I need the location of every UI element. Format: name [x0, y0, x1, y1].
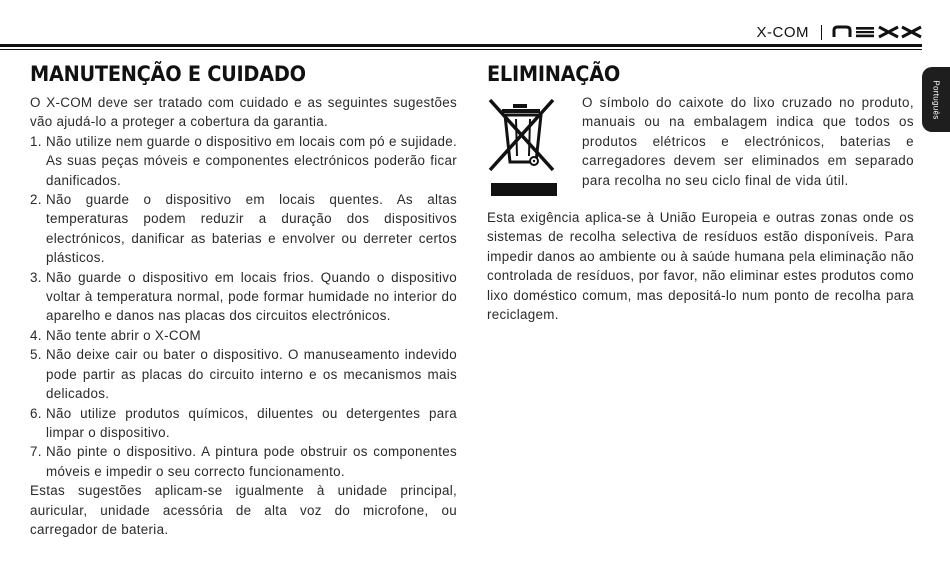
language-tab	[922, 67, 950, 132]
list-item: 3. Não guarde o dispositivo em locais frios. Quando o dispositivo voltar à temperatura normal, pode formar humidade no interior do aparelho e danos nas placas dos circuitos electrónicos.	[30, 269, 457, 324]
page-header	[757, 18, 925, 46]
disposal-body: Esta exigência aplica-se à União Europeia e outras zonas onde os sistemas de recolha selectiva de resíduos estão disponíveis. Para impedir danos ao ambiente ou à saúde humana pela eliminação não controlada de resíduos, por favor, não eliminar estes produtos como lixo doméstico comum, mas depositá-lo num ponto de recolha para reciclagem.	[487, 210, 914, 323]
maintenance-list	[30, 132, 457, 481]
list-item: 7. Não pinte o dispositivo. A pintura pode obstruir os componentes móveis e impedir o seu correcto funcionamento.	[30, 444, 457, 479]
disposal-title: ELIMINAÇÃO	[487, 62, 621, 86]
list-item: 4. Não tente abrir o X-COM	[30, 327, 201, 343]
header-rule	[0, 44, 922, 47]
header-separator	[821, 25, 822, 40]
list-item: 6. Não utilize produtos químicos, diluentes ou detergentes para limpar o dispositivo.	[30, 405, 457, 440]
maintenance-intro: O X-COM deve ser tratado com cuidado e as seguintes sugestões vão ajudá-lo a proteger a cobertura da garantia.	[30, 95, 457, 130]
header-rule-thin	[0, 49, 922, 50]
symbol-description: O símbolo do caixote do lixo cruzado no produto, manuais ou na embalagem indica que todos os produtos elétricos e electrónicos, baterias e carregadores devem ser eliminados em separado para recolha no seu ciclo final de vida útil.	[582, 95, 914, 188]
nexx-logo	[832, 25, 924, 39]
maintenance-title: MANUTENÇÃO E CUIDADO	[30, 62, 306, 86]
product-name: X-COM	[756, 23, 809, 41]
crossed-out-wheelie-bin-icon	[487, 98, 559, 198]
maintenance-section	[30, 93, 457, 539]
maintenance-outro: Estas sugestões aplicam-se igualmente à unidade principal, auricular, unidade acessória de alta voz do microfone, ou carregador de bateria.	[30, 483, 457, 537]
language-tab-label: Português	[931, 79, 941, 120]
list-item: 2. Não guarde o dispositivo em locais quentes. As altas temperaturas podem reduzir a duração dos dispositivos electrónicos, danificar as baterias e envolver ou derreter certos plásticos.	[30, 192, 457, 266]
list-item: 1. Não utilize nem guarde o dispositivo em locais com pó e sujidade. As suas peças móveis e componentes electrónicos poderão ficar danificados.	[30, 133, 458, 188]
list-item: 5. Não deixe cair ou bater o dispositivo. O manuseamento indevido pode partir as placas do circuito interno e os mecanismos mais delicados.	[30, 347, 457, 402]
